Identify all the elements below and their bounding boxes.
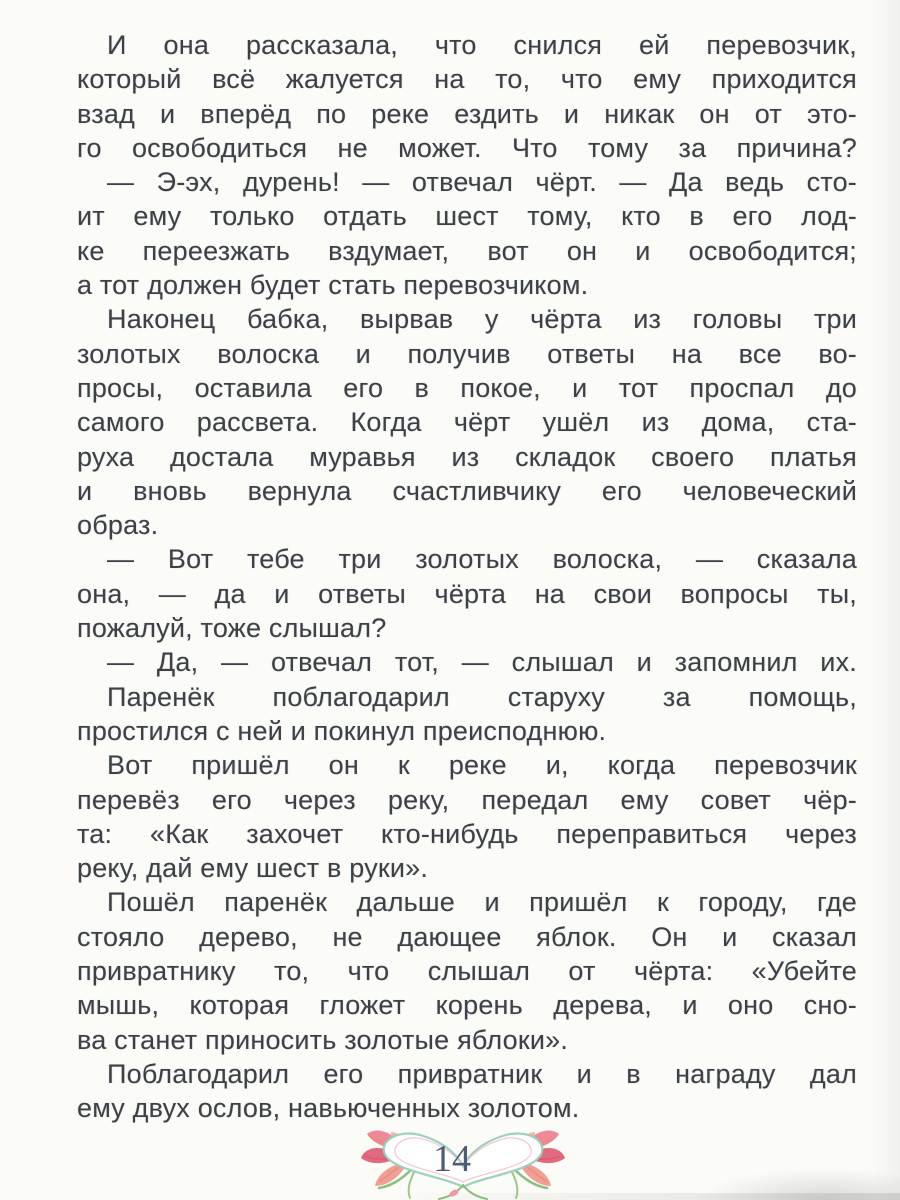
text-line: го освободиться не может. Что тому за причина?: [77, 132, 857, 163]
text-line: перевёз его через реку, передал ему совет чёр-: [77, 784, 857, 815]
text-line: Пошёл паренёк дальше и пришёл к городу, где: [107, 887, 857, 918]
text-line: привратнику то, что слышал от чёрта: «Убейте: [77, 956, 857, 987]
text-line: ит ему только отдать шест тому, кто в его лод-: [77, 201, 857, 232]
text-line: — Э-эх, дурень! — отвечал чёрт. — Да ведь сто-: [107, 167, 857, 198]
text-line: ке переезжать вздумает, вот он и освободится;: [77, 235, 857, 266]
text-line: — Вот тебе три золотых волоска, — сказала: [107, 544, 857, 575]
text-line: та: «Как захочет кто-нибудь переправиться через: [77, 818, 857, 849]
text-line: мышь, которая гложет корень дерева, и оно сно-: [77, 990, 857, 1021]
text-line: самого рассвета. Когда чёрт ушёл из дома, ста-: [77, 407, 857, 438]
text-line: ему двух ослов, навьюченных золотом.: [77, 1093, 580, 1124]
text-line: простился с ней и покинул преисподнюю.: [77, 715, 607, 746]
text-line: стояло дерево, не дающее яблок. Он и сказал: [77, 921, 857, 952]
text-line: руха достала муравья из складок своего платья: [77, 441, 857, 472]
corner-shadow: [600, 1154, 900, 1200]
story-text: [77, 28, 857, 1126]
text-line: И она рассказала, что снился ей перевозчик,: [107, 30, 857, 60]
text-line: и вновь вернула счастливчику его человеческий: [77, 475, 857, 506]
text-line: золотых волоска и получив ответы на все во-: [77, 338, 857, 369]
page-footer: [357, 1124, 569, 1200]
text-line: а тот должен будет стать перевозчиком.: [77, 270, 589, 301]
text-line: Поблагодарил его привратник и в награду дал: [107, 1058, 857, 1089]
text-line: Наконец бабка, вырвав у чёрта из головы три: [107, 304, 857, 335]
page-number: 14: [433, 1138, 471, 1180]
text-line: Вот пришёл он к реке и, когда перевозчик: [107, 750, 857, 781]
text-line: реку, дай ему шест в руки».: [77, 853, 429, 884]
text-line: Паренёк поблагодарил старуху за помощь,: [107, 681, 857, 712]
page-edge-shading: [872, 0, 900, 1200]
text-line: ва станет приносить золотые яблоки».: [77, 1024, 569, 1055]
text-line: она, — да и ответы чёрта на свои вопросы ты,: [77, 578, 857, 609]
text-line: пожалуй, тоже слышал?: [77, 613, 387, 644]
text-line: образ.: [77, 510, 159, 541]
text-line: — Да, — отвечал тот, — слышал и запомнил их.: [107, 647, 857, 678]
text-line: который всё жалуется на то, что ему приходится: [77, 64, 857, 95]
sprig-right: [463, 1185, 487, 1199]
text-line: просы, оставила его в покое, и тот проспал до: [77, 372, 857, 403]
text-line: взад и вперёд по реке ездить и никак он от это-: [77, 98, 857, 129]
